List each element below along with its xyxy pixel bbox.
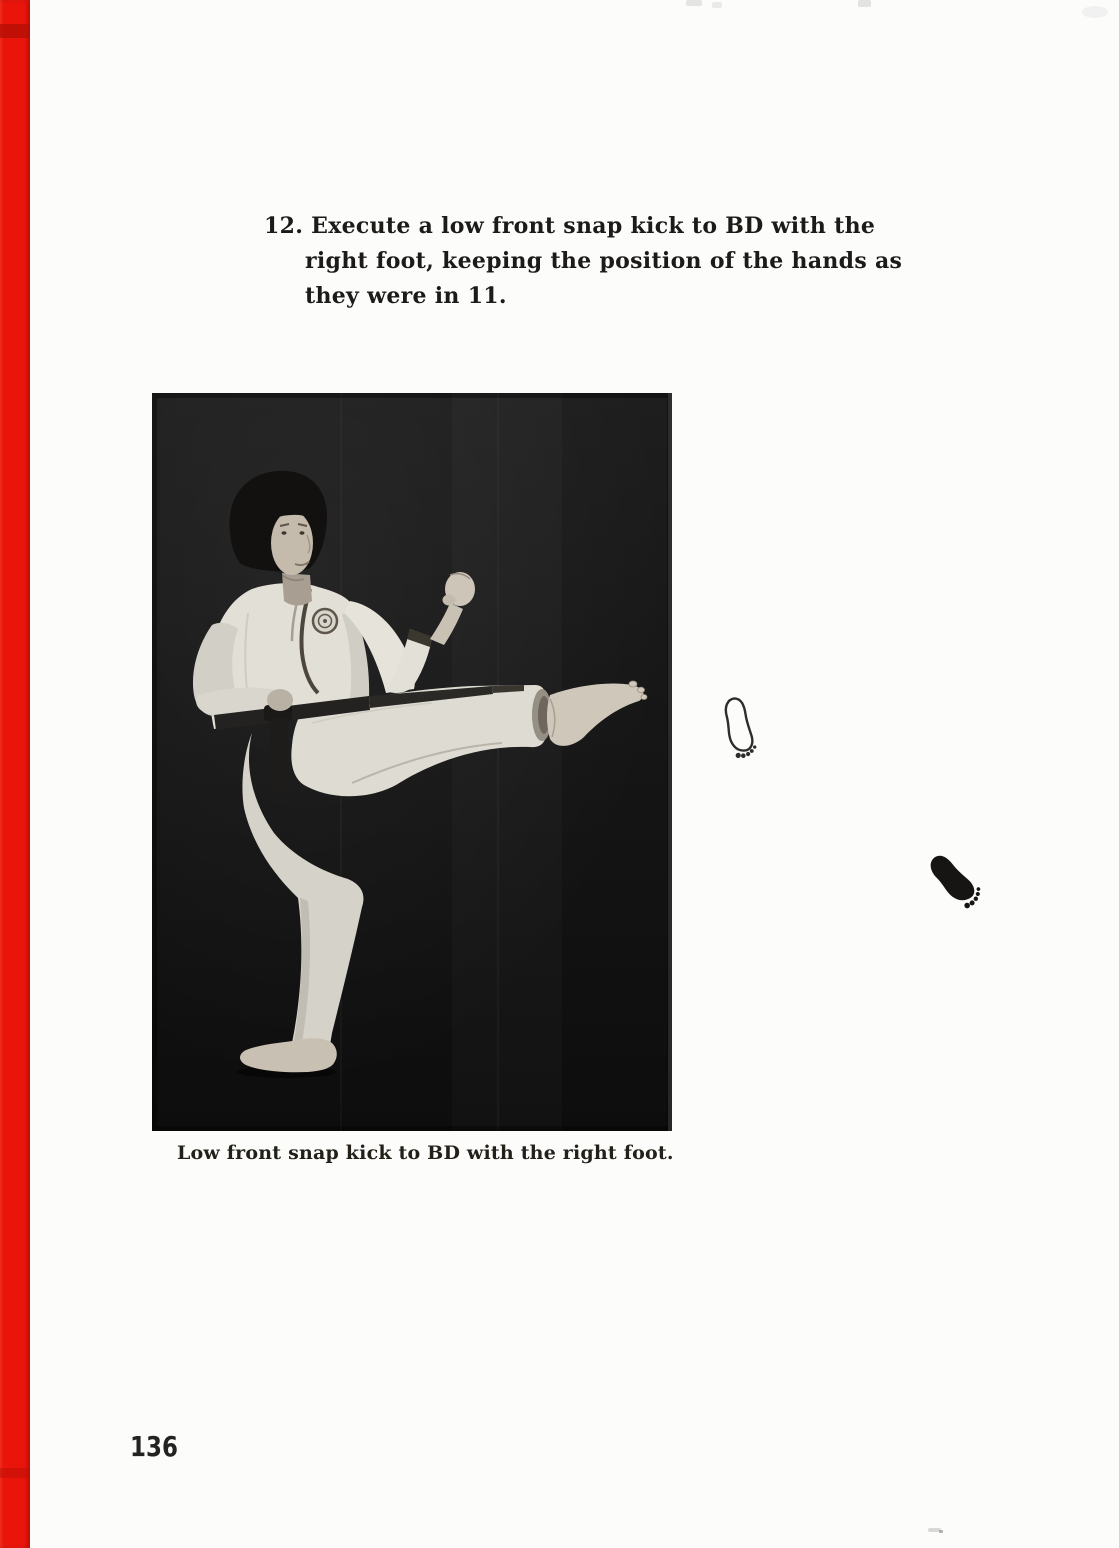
book-edge-red-strip — [0, 0, 30, 1548]
instruction-step-12 — [264, 209, 902, 314]
scan-artifact — [939, 1530, 943, 1533]
instruction-line: right foot, keeping the position of the hands as — [305, 248, 903, 274]
photo-caption: Low front snap kick to BD with the right foot. — [177, 1142, 674, 1164]
scan-artifact — [686, 0, 702, 6]
instruction-line: 12. Execute a low front snap kick to BD with the — [264, 213, 876, 239]
outline-footprint-icon — [697, 678, 781, 772]
scan-artifact — [858, 0, 871, 7]
kick-photo — [152, 393, 672, 1131]
page-number: 136 — [130, 1430, 178, 1463]
left-fist — [267, 689, 293, 711]
edge-strip-dark-nick — [0, 1468, 30, 1478]
instruction-line: they were in 11. — [305, 283, 507, 309]
scan-artifact — [1082, 6, 1108, 18]
scan-artifact — [712, 2, 722, 8]
edge-strip-dark-nick — [0, 24, 30, 38]
solid-footprint-icon — [910, 831, 994, 925]
